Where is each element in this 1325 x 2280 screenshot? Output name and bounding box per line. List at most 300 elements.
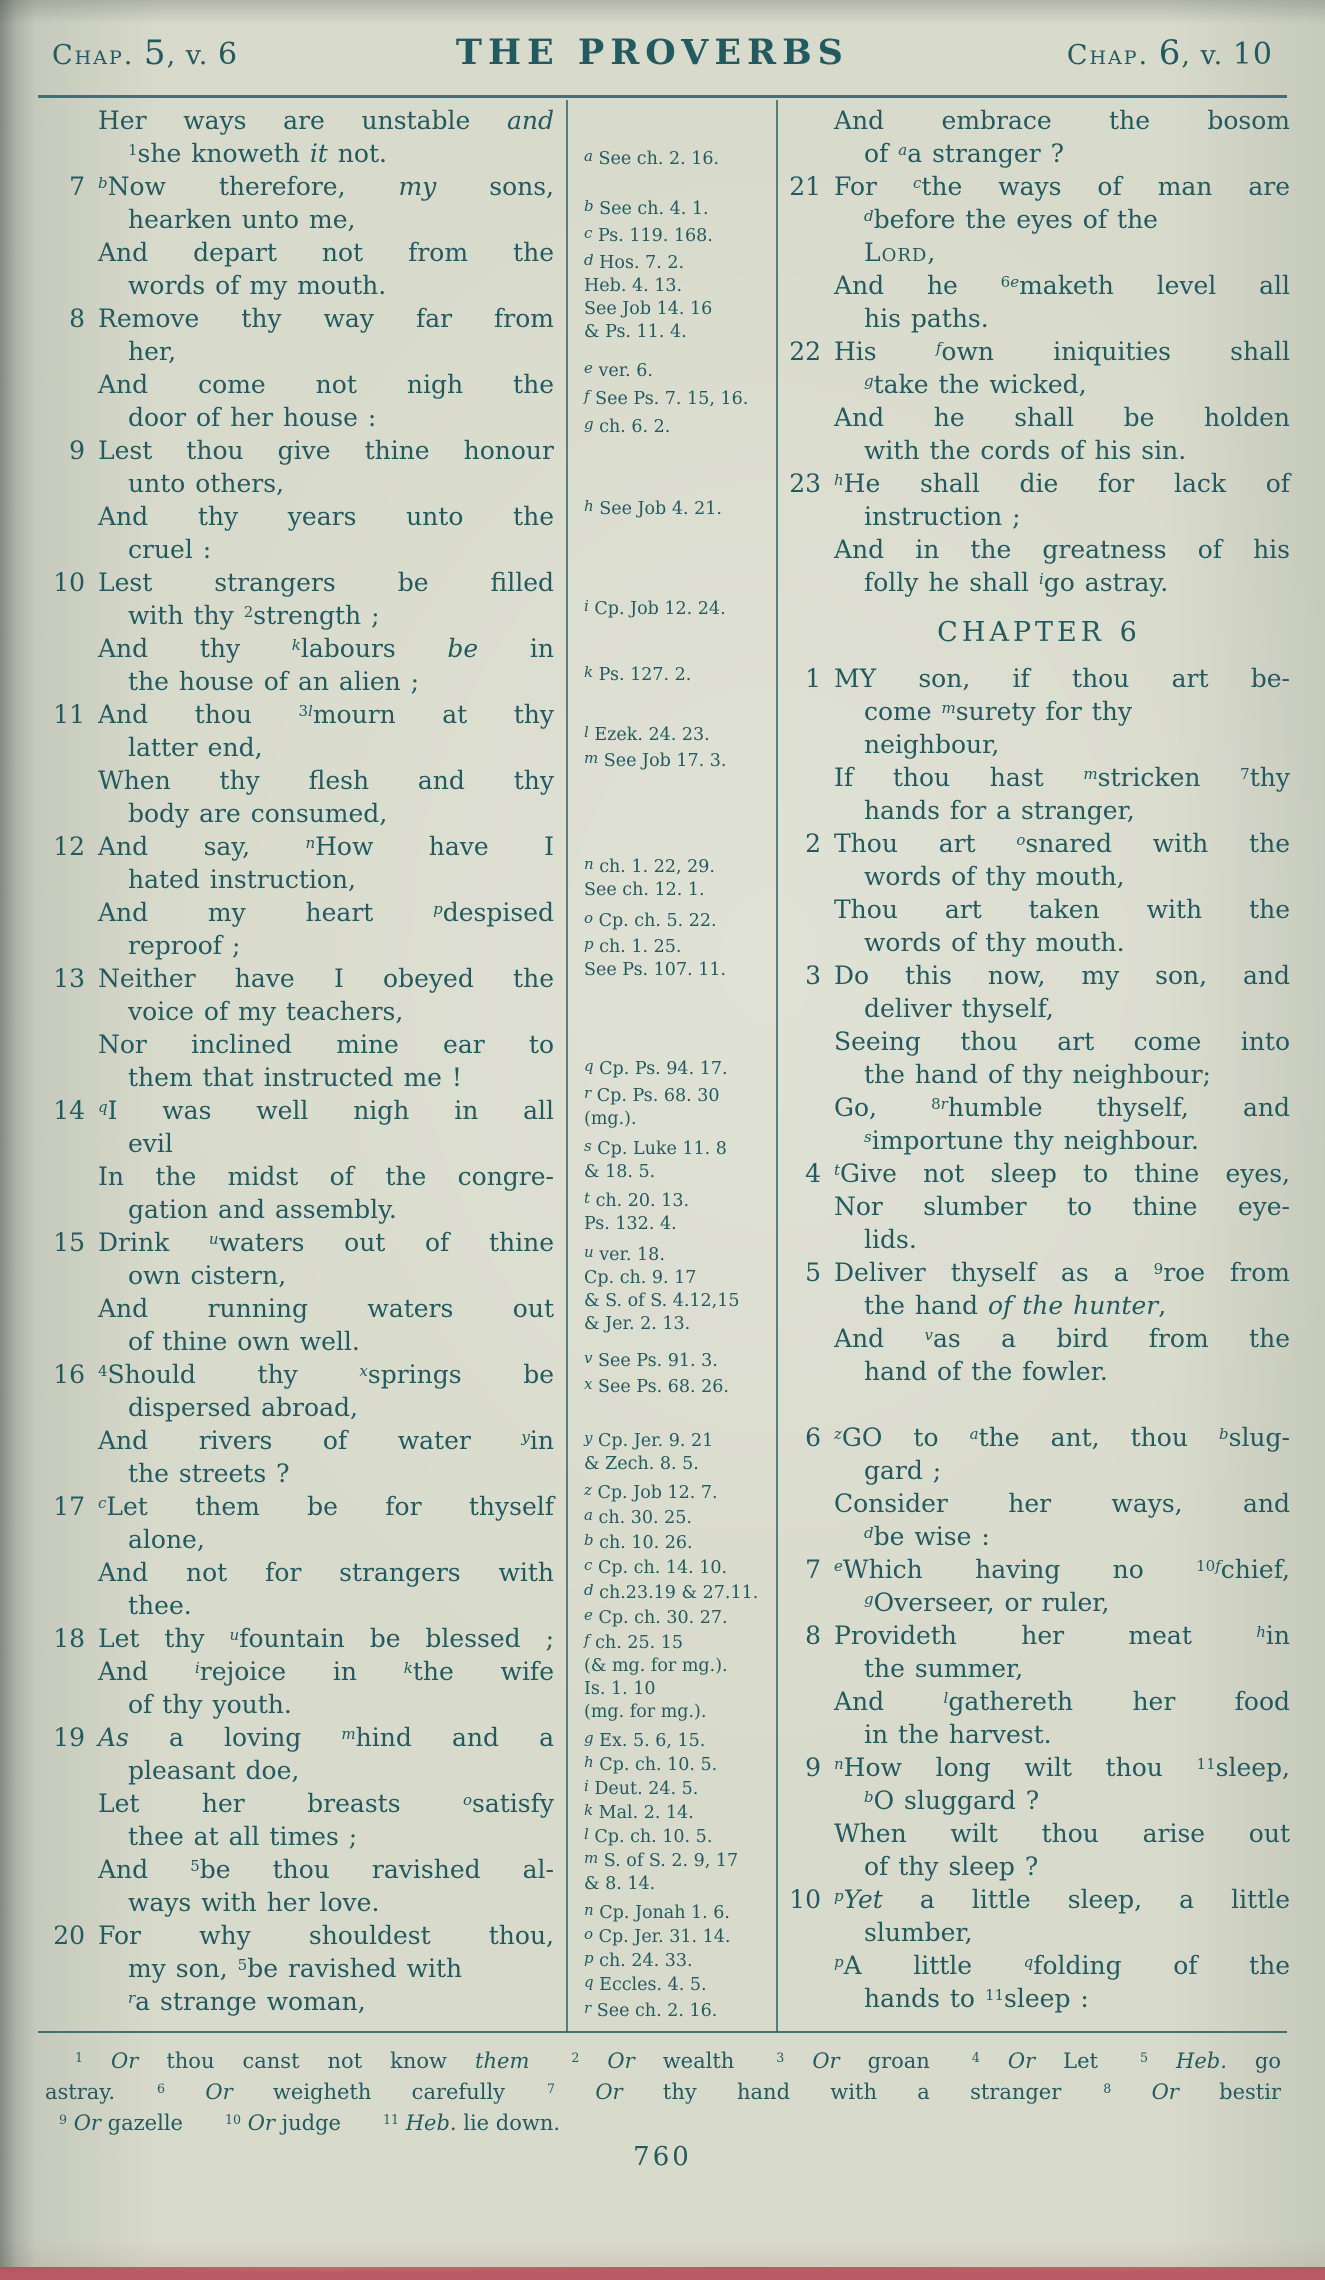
verse-text: instruction ; [864,502,1021,531]
reference-letter: q [584,1057,594,1075]
verse-number [52,203,98,236]
verse-line [52,1457,554,1490]
verse-number [788,533,834,566]
verse-number: 19 [53,1723,85,1752]
verse-number [788,794,834,827]
verse-text: of thy youth. [128,1690,292,1719]
verse-number [52,1754,98,1787]
verse-number [788,1949,834,1982]
cross-reference: g ch. 6. 2. [584,415,671,437]
verse-number [52,1259,98,1292]
verse-line [788,893,1290,926]
verse-text: $^4$Should thy $^x$springs be [98,1360,554,1389]
reference-letter: i [584,1777,589,1795]
cross-reference: s Cp. Luke 11. 8 & 18. 5. [584,1137,727,1182]
verse-text: Let her breasts $^o$satisfy [98,1789,554,1818]
verse-number: 17 [53,1492,85,1521]
verse-number [52,1853,98,1886]
footnote-line: $^1$ Or thou canst not know them $^2$ Or wealth $^3$ Or groan $^4$ Or Let $^5$ Heb. go [75,2049,1281,2073]
verse-line [788,926,1290,959]
verse-text: And $^i$rejoice in $^k$the wife [98,1657,554,1686]
verse-text: Consider her ways, and [834,1489,1290,1518]
verse-line [788,566,1290,599]
verse-number [52,335,98,368]
verse-number [788,1784,834,1817]
verse-text: $^g$take the wicked, [864,370,1087,399]
verse-text: Do this now, my son, and [834,961,1290,990]
verse-number [52,1061,98,1094]
cross-reference: q Cp. Ps. 94. 17. [584,1057,728,1079]
verse-number [788,1289,834,1322]
verse-text: $^d$be wise : [864,1522,990,1551]
cross-reference: t ch. 20. 13. Ps. 132. 4. [584,1189,690,1234]
page-edge-red-stain [0,2267,1325,2280]
verse-text: words of my mouth. [128,271,387,300]
reference-letter: g [584,1729,594,1747]
cross-reference: f ch. 25. 15 (& mg. for mg.). Is. 1. 10 (mg. for mg.). [584,1631,728,1722]
verse-line [788,1025,1290,1058]
verse-line [788,827,1290,860]
verse-number [788,1850,834,1883]
reference-letter: l [584,1825,589,1843]
verse-text: $^h$He shall die for lack of [834,469,1290,498]
verse-text: As a loving $^m$hind and a [98,1723,555,1752]
cross-reference: p ch. 1. 25. See Ps. 107. 11. [584,935,727,980]
verse-line [52,1952,554,1985]
verse-line [788,269,1290,302]
verse-text: hands for a stranger, [864,796,1135,825]
verse-text: Thou art $^o$snared with the [834,829,1290,858]
verse-number: 16 [53,1360,85,1389]
verse-text: And in the greatness of his [834,535,1290,564]
chapter-label: Chap. [1066,40,1150,71]
verse-line [788,1520,1290,1553]
verse-number [52,500,98,533]
verse-line [788,1289,1290,1322]
verse-line [52,995,554,1028]
verse-line [788,104,1290,137]
verse-number: 5 [805,1258,821,1287]
verse-line [788,1619,1290,1652]
verse-text: $^e$Which having no $^{10f}$chief, [834,1555,1290,1584]
verse-text: MY son, if thou art be- [834,664,1290,693]
verse-text: And he shall be holden [834,403,1290,432]
verse-text: alone, [128,1525,205,1554]
cross-reference: o Cp. Jer. 31. 14. [584,1925,731,1947]
verse-line [52,1391,554,1424]
verse-number [788,1916,834,1949]
verse-number: 10 [789,1885,821,1914]
verse-line [788,500,1290,533]
verse-number: 21 [789,172,821,201]
verse-line [52,302,554,335]
verse-number: 11 [53,700,85,729]
verse-number: 9 [69,436,85,465]
verse-number [788,1817,834,1850]
reference-letter: l [584,723,589,741]
verse-text: And my heart $^p$despised [98,898,554,927]
verse-number [52,896,98,929]
verse-number: 6 [217,37,239,72]
cross-reference: e ver. 6. [584,359,653,381]
footnote-line: $^9$ Or gazelle $^{10}$ Or judge $^{11}$ Heb. lie down. [59,2111,561,2135]
cross-reference: o Cp. ch. 5. 22. [584,909,717,931]
verse-text: the hand of the hunter, [864,1291,1167,1320]
cross-reference: b See ch. 4. 1. [584,197,709,219]
verse-line [52,731,554,764]
verse-number [52,599,98,632]
cross-reference: c Cp. ch. 14. 10. [584,1556,728,1578]
verse-number [788,203,834,236]
reference-letter: u [584,1243,594,1261]
verse-line [52,500,554,533]
reference-letter: v [584,1349,593,1367]
verse-number [788,1124,834,1157]
chapter-number: 5 [143,33,167,73]
cross-reference: n Cp. Jonah 1. 6. [584,1901,730,1923]
left-text-column [52,104,554,2018]
verse-line [788,1586,1290,1619]
verse-text: $^s$importune thy neighbour. [864,1126,1199,1155]
verse-text: door of her house : [128,403,377,432]
verse-text: Nor slumber to thine eye- [834,1192,1290,1221]
reference-letter: r [584,1084,592,1102]
verse-line [788,1916,1290,1949]
cross-reference: q Eccles. 4. 5. [584,1973,707,1995]
reference-letter: b [584,197,594,215]
cross-reference: a ch. 30. 25. [584,1506,692,1528]
cross-reference: d ch.23.19 & 27.11. [584,1581,759,1603]
verse-line [788,992,1290,1025]
cross-reference: b ch. 10. 26. [584,1531,693,1553]
verse-text: evil [128,1129,173,1158]
verse-line [52,1358,554,1391]
footnote-rule [38,2031,1287,2033]
verse-line [52,1688,554,1721]
verse-text: $^z$GO to $^a$the ant, thou $^b$slug- [834,1423,1290,1452]
verse-text: unto others, [128,469,284,498]
running-head-right [1067,33,1273,73]
verse-number: 7 [805,1555,821,1584]
verse-text: my son, $^5$be ravished with [128,1954,463,1983]
verse-number [52,1193,98,1226]
verse-number [52,995,98,1028]
page-number: 760 [633,2142,692,2172]
verse-text: And thy years unto the [98,502,554,531]
verse-line [52,962,554,995]
cross-reference: p ch. 24. 33. [584,1949,693,1971]
verse-line [52,830,554,863]
verse-text: Deliver thyself as a $^9$roe from [834,1258,1290,1287]
verse-number [788,1355,834,1388]
verse-number: 8 [805,1621,821,1650]
verse-number [52,401,98,434]
verse-number [52,1886,98,1919]
verse-line [788,1883,1290,1916]
reference-letter: g [584,415,594,433]
verse-text: slumber, [864,1918,973,1947]
verse-text: cruel : [128,535,212,564]
reference-letter: y [584,1429,593,1447]
verse-number [788,1091,834,1124]
verse-line [52,203,554,236]
verse-text: Go, $^{8r}$humble thyself, and [834,1093,1290,1122]
verse-text: neighbour, [864,730,1000,759]
cross-reference: n ch. 1. 22, 29. See ch. 12. 1. [584,855,715,900]
verse-line [52,1523,554,1556]
verse-number [788,401,834,434]
verse-number: 7 [69,172,85,201]
verse-text: Her ways are unstable and [98,106,554,135]
verse-text: dispersed abroad, [128,1393,358,1422]
book-title: THE PROVERBS [455,32,849,73]
verse-text: In the midst of the congre- [98,1162,554,1191]
verse-number: 8 [69,304,85,333]
verse-separator: , v. [166,40,209,71]
verse-line [52,1655,554,1688]
verse-text: of $^a$a stranger ? [864,139,1065,168]
verse-line [52,401,554,434]
verse-text: $^t$Give not sleep to thine eyes, [834,1159,1290,1188]
verse-number [52,137,98,170]
cross-reference: d Hos. 7. 2. Heb. 4. 13. See Job 14. 16 & Ps. 11. 4. [584,251,713,342]
verse-line [52,434,554,467]
reference-letter: d [584,1581,594,1599]
verse-line [52,533,554,566]
footnotes [45,2046,1281,2139]
verse-text: And come not nigh the [98,370,554,399]
reference-letter: h [584,497,594,515]
verse-number: 10 [53,568,85,597]
verse-text: $^b$O sluggard ? [864,1786,1040,1815]
reference-letter: o [584,1925,594,1943]
verse-line [788,1190,1290,1223]
verse-number [52,236,98,269]
cross-reference: m See Job 17. 3. [584,749,727,771]
verse-text: voice of my teachers, [128,997,404,1026]
chapter-label: Chap. [52,40,135,71]
column-divider-left [566,100,568,2032]
verse-number: 2 [805,829,821,858]
verse-text: the streets ? [128,1459,290,1488]
verse-line [52,1424,554,1457]
verse-line [788,368,1290,401]
verse-number [52,632,98,665]
verse-number [788,368,834,401]
footnote-line: astray. $^6$ Or weigheth carefully $^7$ Or thy hand with a stranger $^8$ Or bestir [45,2080,1281,2104]
cross-reference-column [582,0,764,2280]
reference-letter: b [584,1531,594,1549]
verse-line [788,1718,1290,1751]
verse-text: own cistern, [128,1261,287,1290]
verse-number [788,1586,834,1619]
verse-number [788,1982,834,2015]
reference-letter: d [584,251,594,269]
reference-letter: r [584,1999,592,2017]
verse-text: ways with her love. [128,1888,380,1917]
verse-number [52,1457,98,1490]
verse-text: of thine own well. [128,1327,360,1356]
verse-number: 23 [789,469,821,498]
verse-text: $^d$before the eyes of the [864,205,1158,234]
verse-line [52,1919,554,1952]
column-divider-right [776,100,778,2032]
reference-letter: z [584,1481,592,1499]
verse-line [52,797,554,830]
verse-line [52,1292,554,1325]
verse-line [52,1094,554,1127]
verse-line [52,665,554,698]
verse-text: His $^f$own iniquities shall [834,337,1291,366]
reference-letter: i [584,597,589,615]
cross-reference: x See Ps. 68. 26. [584,1375,729,1397]
verse-line [788,1355,1290,1388]
verse-line [788,1784,1290,1817]
verse-text: And embrace the bosom [834,106,1290,135]
verse-number [52,1820,98,1853]
verse-text: with the cords of his sin. [864,436,1187,465]
verse-text: And $^5$be thou ravished al- [98,1855,554,1884]
verse-line [52,1193,554,1226]
verse-text: latter end, [128,733,263,762]
verse-text: hearken unto me, [128,205,356,234]
verse-line [788,467,1290,500]
cross-reference: k Ps. 127. 2. [584,663,692,685]
verse-line [788,959,1290,992]
verse-text: reproof ; [128,931,241,960]
cross-reference: l Cp. ch. 10. 5. [584,1825,713,1847]
reference-letter: m [584,1849,599,1867]
verse-number [788,1652,834,1685]
verse-text: And $^v$as a bird from the [834,1324,1290,1353]
verse-number [52,1127,98,1160]
chapter-number: 6 [1158,33,1182,73]
verse-number [788,860,834,893]
verse-text: $^r$a strange woman, [128,1987,366,2016]
verse-text: Let thy $^u$fountain be blessed ; [98,1624,554,1653]
reference-letter: n [584,855,594,873]
verse-line [52,1490,554,1523]
reference-letter: p [584,1949,594,1967]
reference-letter: k [584,663,594,681]
verse-text: When thy flesh and thy [98,766,554,795]
verse-number [52,467,98,500]
verse-number [52,269,98,302]
verse-line [52,896,554,929]
reference-letter: q [584,1973,594,1991]
verse-text: Nor inclined mine ear to [98,1030,554,1059]
verse-text: $^c$Let them be for thyself [98,1492,554,1521]
verse-number [788,1454,834,1487]
verse-number [52,368,98,401]
verse-number [788,1190,834,1223]
verse-line [52,599,554,632]
verse-number [52,1424,98,1457]
cross-reference: u ver. 18. Cp. ch. 9. 17 & S. of S. 4.12,15 & Jer. 2. 13. [584,1243,740,1334]
verse-line [788,1421,1290,1454]
verse-line [788,401,1290,434]
verse-line [52,1754,554,1787]
verse-number [788,1520,834,1553]
verse-line [52,1985,554,2018]
verse-line [788,1817,1290,1850]
verse-line [52,1787,554,1820]
verse-number [788,926,834,959]
verse-text: body are consumed, [128,799,388,828]
cross-reference: r See ch. 2. 16. [584,1999,718,2021]
reference-letter: f [584,1631,590,1649]
verse-number: 4 [805,1159,821,1188]
verse-text: $^q$I was well nigh in all [98,1096,554,1125]
verse-text: $^1$she knoweth it not. [128,139,387,168]
verse-text: $^p$Yet a little sleep, a little [834,1885,1290,1914]
chapter-heading: CHAPTER 6 [937,617,1141,648]
verse-text: And say, $^n$How have I [98,832,554,861]
cross-reference: e Cp. ch. 30. 27. [584,1606,728,1628]
verse-line [788,1322,1290,1355]
reference-letter: s [584,1137,592,1155]
verse-number [788,1322,834,1355]
verse-number [788,1685,834,1718]
verse-number [52,1391,98,1424]
reference-letter: k [584,1801,594,1819]
verse-text: $^p$A little $^q$folding of the [834,1951,1290,1980]
verse-number [788,1718,834,1751]
verse-number: 15 [53,1228,85,1257]
verse-line [52,632,554,665]
right-text-column [788,104,1290,2015]
verse-number [52,1325,98,1358]
verse-line [788,1982,1290,2015]
verse-number [52,797,98,830]
verse-line [788,860,1290,893]
running-head-left [52,33,238,73]
reference-letter: a [584,147,593,165]
verse-number: 22 [789,337,821,366]
verse-text: hated instruction, [128,865,356,894]
verse-number [52,1556,98,1589]
verse-line [788,302,1290,335]
reference-letter: a [584,1506,593,1524]
reference-letter: h [584,1753,594,1771]
verse-line [52,1721,554,1754]
verse-text: When wilt thou arise out [834,1819,1290,1848]
verse-text: $^n$How long wilt thou $^{11}$sleep, [834,1753,1290,1782]
verse-text: thee at all times ; [128,1822,358,1851]
verse-number: 1 [805,664,821,693]
verse-number [788,728,834,761]
verse-text: hands to $^{11}$sleep : [864,1984,1089,2013]
verse-line [788,761,1290,794]
cross-reference: f See Ps. 7. 15, 16. [584,387,749,409]
cross-reference: h See Job 4. 21. [584,497,722,519]
verse-number [52,764,98,797]
verse-text: come $^m$surety for thy [864,697,1133,726]
verse-text: the summer, [864,1654,1024,1683]
cross-reference: z Cp. Job 12. 7. [584,1481,718,1503]
verse-text: And thou $^{3l}$mourn at thy [98,700,554,729]
verse-line [52,764,554,797]
verse-number [788,695,834,728]
verse-number [52,863,98,896]
verse-number [788,566,834,599]
verse-line [788,1553,1290,1586]
verse-line [788,1223,1290,1256]
verse-text: And he $^{6e}$maketh level all [834,271,1290,300]
verse-number [52,1688,98,1721]
verse-text: her, [128,337,177,366]
reference-letter: f [584,387,590,405]
